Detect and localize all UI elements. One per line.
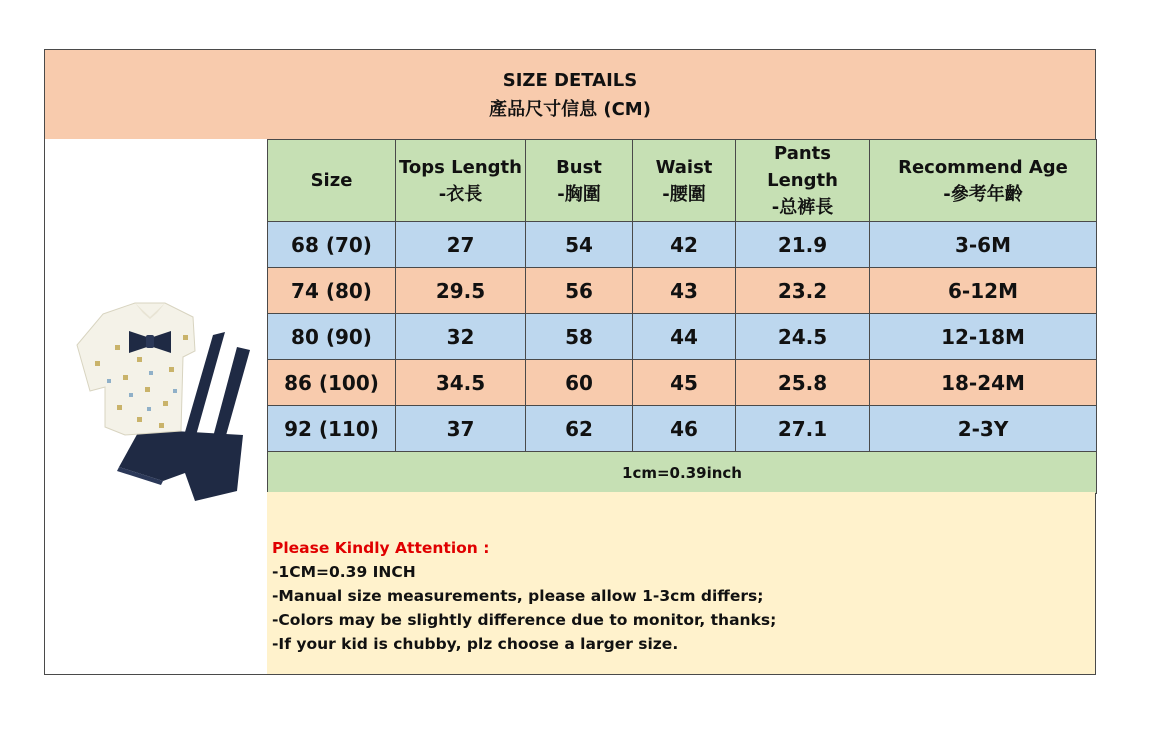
attention-heading: Please Kindly Attention : <box>272 539 490 557</box>
cell-recommend-age: 6-12M <box>870 268 1097 314</box>
chart-header <box>45 50 1095 140</box>
outfit-illustration <box>45 139 267 674</box>
attention-line: -Colors may be slightly difference due to monitor, thanks; <box>272 611 777 629</box>
attention-notes <box>267 492 1095 674</box>
cell-size: 92 (110) <box>268 406 396 452</box>
cell-size: 86 (100) <box>268 360 396 406</box>
cell-bust: 62 <box>526 406 633 452</box>
cell-pants-length: 27.1 <box>736 406 870 452</box>
column-header-waist: Waist -腰圍 <box>633 140 736 222</box>
cell-pants-length: 25.8 <box>736 360 870 406</box>
attention-line: -If your kid is chubby, plz choose a larger size. <box>272 635 679 653</box>
column-header-size: Size <box>268 140 396 222</box>
cell-bust: 60 <box>526 360 633 406</box>
cell-waist: 44 <box>633 314 736 360</box>
conversion-note: 1cm=0.39inch <box>268 452 1097 494</box>
cell-size: 80 (90) <box>268 314 396 360</box>
cell-size: 68 (70) <box>268 222 396 268</box>
cell-waist: 45 <box>633 360 736 406</box>
cell-recommend-age: 12-18M <box>870 314 1097 360</box>
cell-tops-length: 37 <box>396 406 526 452</box>
attention-line: -1CM=0.39 INCH <box>272 563 416 581</box>
attention-line: -Manual size measurements, please allow 1-3cm differs; <box>272 587 764 605</box>
cell-waist: 43 <box>633 268 736 314</box>
table-row <box>268 222 1097 268</box>
cell-recommend-age: 3-6M <box>870 222 1097 268</box>
column-header-pants-length: Pants Length -总裤長 <box>736 140 870 222</box>
cell-waist: 42 <box>633 222 736 268</box>
cell-size: 74 (80) <box>268 268 396 314</box>
column-header-recommend-age: Recommend Age -參考年齡 <box>870 140 1097 222</box>
table-row <box>268 406 1097 452</box>
product-image <box>45 139 268 674</box>
cell-tops-length: 27 <box>396 222 526 268</box>
cell-recommend-age: 18-24M <box>870 360 1097 406</box>
cell-tops-length: 34.5 <box>396 360 526 406</box>
cell-pants-length: 24.5 <box>736 314 870 360</box>
cell-bust: 54 <box>526 222 633 268</box>
cell-bust: 56 <box>526 268 633 314</box>
chart-subtitle: 產品尺寸信息 (CM) <box>489 98 651 120</box>
cell-pants-length: 23.2 <box>736 268 870 314</box>
cell-tops-length: 32 <box>396 314 526 360</box>
size-chart <box>44 49 1096 675</box>
cell-pants-length: 21.9 <box>736 222 870 268</box>
size-table <box>267 139 1097 494</box>
table-row <box>268 360 1097 406</box>
cell-bust: 58 <box>526 314 633 360</box>
cell-waist: 46 <box>633 406 736 452</box>
cell-recommend-age: 2-3Y <box>870 406 1097 452</box>
table-header-row <box>268 140 1097 222</box>
conversion-row <box>268 452 1097 494</box>
column-header-tops-length: Tops Length -衣長 <box>396 140 526 222</box>
table-row <box>268 268 1097 314</box>
column-header-bust: Bust -胸圍 <box>526 140 633 222</box>
table-row <box>268 314 1097 360</box>
chart-title: SIZE DETAILS <box>502 69 638 91</box>
cell-tops-length: 29.5 <box>396 268 526 314</box>
